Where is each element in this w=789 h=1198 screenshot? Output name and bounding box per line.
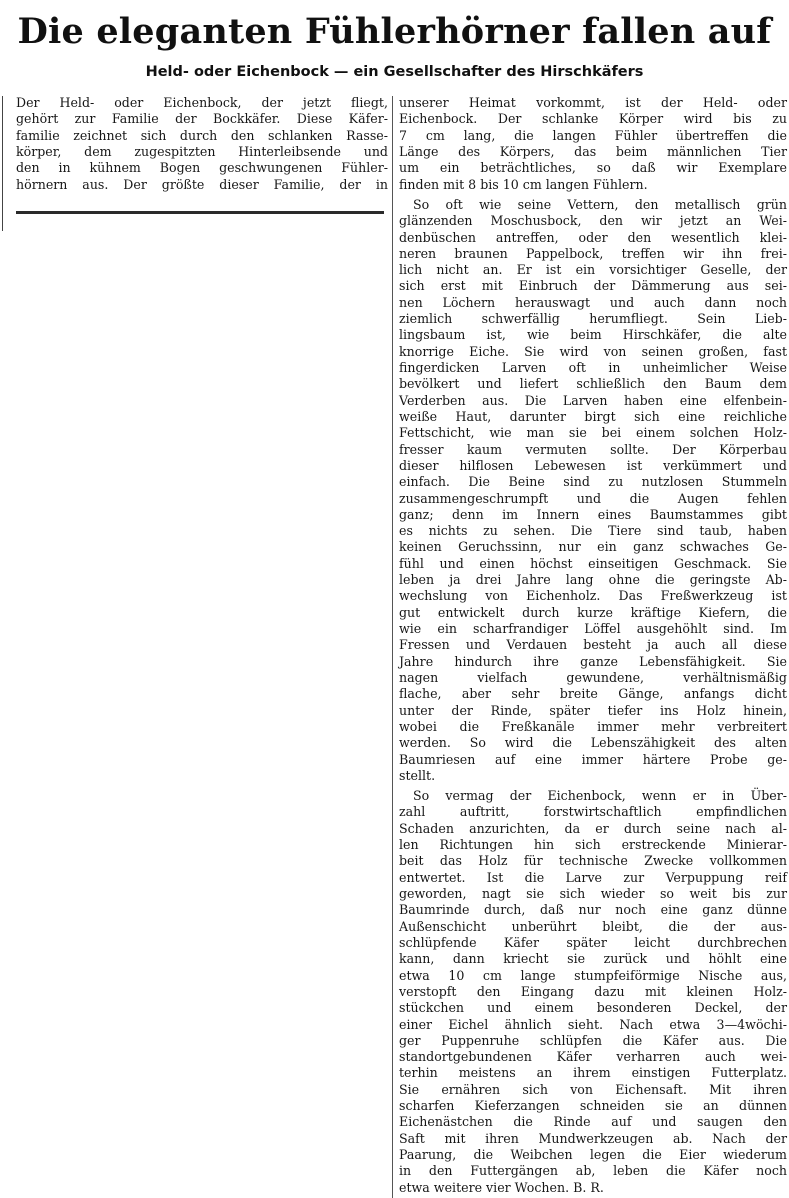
text-line: Paarung, die Weibchen legen die Eier wiederum [399,1147,787,1162]
text-line: 7 cm lang, die langen Fühler übertreffen die [399,127,787,143]
text-line: wechslung von Eichenholz. Das Freßwerkzeug ist [399,588,787,604]
text-line: um ein beträchtliches, so daß wir Exemplare [399,160,787,176]
text-line: Schaden anzurichten, da er durch seine nach al- [399,820,787,836]
text-line: Eichenästchen die Rinde auf und saugen den [399,1114,787,1130]
text-line: ger Puppenruhe schlüpfen die Käfer aus. Die [399,1032,787,1048]
text-line: schlüpfende Käfer später leicht durchbrechen [399,934,787,950]
text-line: Außenschicht unberührt bleibt, die der aus- [399,918,787,934]
text-line: flache, aber sehr breite Gänge, anfangs dicht [399,686,787,702]
column-end-rule [16,211,384,214]
text-line: unter der Rinde, später tiefer ins Holz hinein, [399,702,787,718]
text-line: werden. So wird die Lebenszähigkeit des alten [399,735,787,751]
text-line: len Richtungen hin sich erstreckende Minierar- [399,837,787,853]
text-line: weiße Haut, darunter birgt sich eine reichliche [399,408,787,424]
text-line: Fettschicht, wie man sie bei einem solchen Holz- [399,425,787,441]
text-line: etwa weitere vier Wochen. B. R. [399,1179,604,1195]
text-line: Länge des Körpers, das beim männlichen Tier [399,143,787,159]
text-line: Verderben aus. Die Larven haben eine elfenbein- [399,392,787,408]
text-line: Eichenbock. Der schlanke Körper wird bis zu [399,111,787,127]
text-line: fresser kaum vermuten sollte. Der Körperbau [399,441,787,457]
text-line: gehört zur Familie der Bockkäfer. Diese Käfer- [16,111,388,127]
text-line: Fressen und Verdauen besteht ja auch all diese [399,637,787,653]
paragraph [399,788,787,1196]
text-line: einfach. Die Beine sind zu nutzlosen Stummeln [399,474,787,490]
text-line: in den Futtergängen ab, leben die Käfer noch [399,1163,787,1179]
text-line: hörnern aus. Der größte dieser Familie, der in [16,176,388,192]
text-line: Jahre hindurch ihre ganze Lebensfähigkeit. Sie [399,653,787,669]
text-line: körper, dem zugespitzten Hinterleibsende und [16,143,388,159]
text-line: beit das Holz für technische Zwecke vollkommen [399,853,787,869]
text-line: familie zeichnet sich durch den schlanken Rasse- [16,127,388,143]
text-line: verstopft den Eingang dazu mit kleinen Holz- [399,983,787,999]
text-line: Saft mit ihren Mundwerkzeugen ab. Nach der [399,1130,787,1146]
text-line: nen Löchern herauswagt und auch dann noch [399,294,787,310]
text-line: stückchen und einem besonderen Deckel, der [399,1000,787,1016]
text-line: lingsbaum ist, wie beim Hirschkäfer, die alte [399,327,787,343]
text-line: unserer Heimat vorkommt, ist der Held- oder [399,95,787,110]
text-line: gut entwickelt durch kurze kräftige Kiefern, die [399,604,787,620]
text-line: finden mit 8 bis 10 cm langen Fühlern. [399,176,648,192]
text-line: ganz; denn im Innern eines Baumstammes gibt [399,506,787,522]
text-line: Der Held- oder Eichenbock, der jetzt fliegt, [16,95,388,110]
text-line: fühl und einen höchst einseitigen Geschmack. Sie [399,555,787,571]
text-line: terhin meistens an ihrem einstigen Futterplatz. [399,1065,787,1081]
headline: Die eleganten Fühlerhörner fallen auf [17,11,772,52]
text-line: standortgebundenen Käfer verharren auch wei- [399,1049,787,1065]
text-line: ziemlich schwerfällig herumfliegt. Sein Lieb- [399,311,787,327]
text-line: stellt. [399,767,436,783]
text-line: kann, dann kriecht sie zurück und höhlt eine [399,951,787,967]
text-line: wobei die Freßkanäle immer mehr verbreitert [399,718,787,734]
text-line: bevölkert und liefert schließlich den Baum dem [399,376,787,392]
column-divider [392,96,393,1198]
text-line: glänzenden Moschusbock, den wir jetzt an Wei- [399,213,787,229]
text-line: geworden, nagt sie sich wieder so weit bis zur [399,886,787,901]
text-line: Baumrinde durch, daß nur noch eine ganz dünne [399,902,787,918]
text-line: den in kühnem Bogen geschwungenen Fühler- [16,160,388,176]
text-line: zahl auftritt, forstwirtschaftlich empfindlichen [399,804,787,820]
text-line: fingerdicken Larven oft in unheimlicher Weise [399,360,787,375]
text-line: So vermag der Eichenbock, wenn er in Über- [413,788,787,804]
text-line: keinen Geruchssinn, nur ein ganz schwaches Ge- [399,539,787,555]
text-line: nagen vielfach gewundene, verhältnismäßig [399,669,787,685]
text-line: neren braunen Pappelbock, treffen wir ihn frei- [399,245,787,261]
text-line: entwertet. Ist die Larve zur Verpuppung reif [399,869,787,885]
text-line: es nichts zu sehen. Die Tiere sind taub, haben [399,523,787,539]
paragraph [399,197,787,784]
text-line: knorrige Eiche. Sie wird von seinen großen, fast [399,343,787,359]
text-line: denbüschen antreffen, oder den wesentlich klei- [399,229,787,245]
text-line: Baumriesen auf eine immer härtere Probe ge- [399,751,787,767]
text-line: Sie ernähren sich von Eichensaft. Mit ihren [399,1081,787,1097]
paragraph [399,95,787,193]
left-column [16,95,388,193]
text-line: dieser hilflosen Lebewesen ist verkümmert und [399,457,787,473]
text-line: So oft wie seine Vettern, den metallisch grün [413,196,787,212]
right-column [399,95,787,1196]
text-line: wie ein scharfrandiger Löffel ausgehöhlt sind. Im [399,621,787,636]
left-edge-rule [2,96,3,231]
text-line: sich erst mit Einbruch der Dämmerung aus sei- [399,278,787,294]
text-line: lich nicht an. Er ist ein vorsichtiger Geselle, der [399,262,787,278]
text-line: etwa 10 cm lange stumpfeiförmige Nische aus, [399,967,787,983]
text-line: zusammengeschrumpft und die Augen fehlen [399,490,787,506]
text-line: leben ja drei Jahre lang ohne die geringste Ab- [399,572,787,588]
subheadline: Held- oder Eichenbock — ein Gesellschafter des Hirschkäfers [145,64,644,80]
text-line: einer Eichel ähnlich sieht. Nach etwa 3—4wöchi- [399,1016,787,1032]
text-line: scharfen Kieferzangen schneiden sie an dünnen [399,1098,787,1114]
